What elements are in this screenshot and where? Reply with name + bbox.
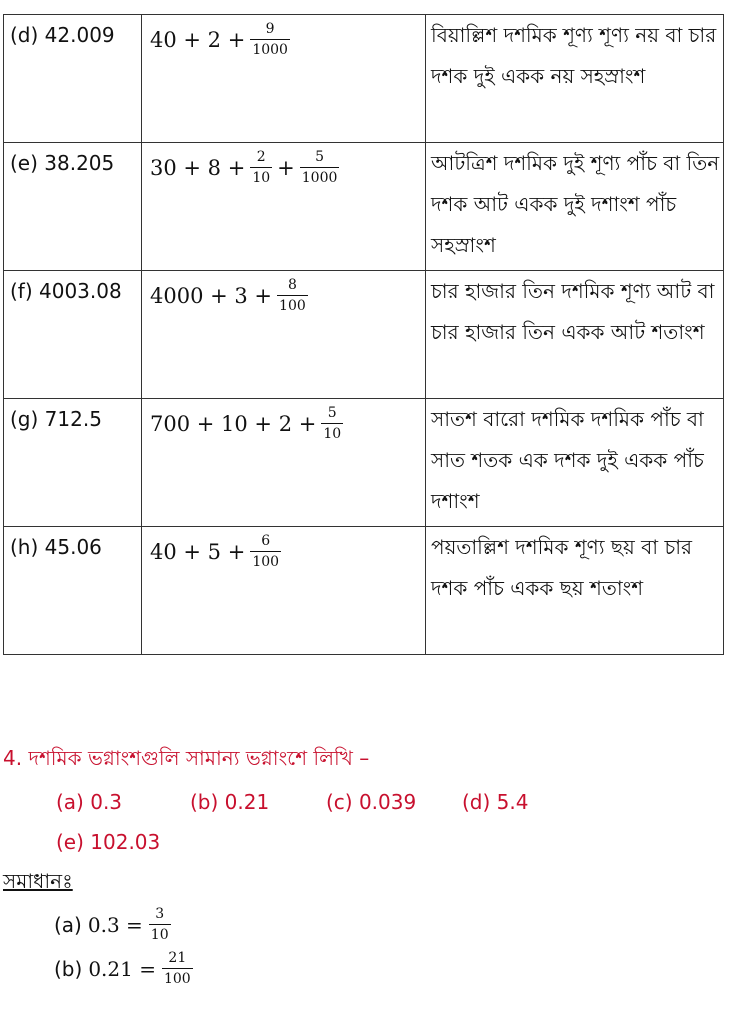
- fraction: $\frac{3}{10}$: [150, 906, 169, 943]
- decimal-number: (e) 38.205: [4, 143, 142, 271]
- answer-a: [54, 906, 171, 943]
- word-form: আটত্রিশ দশমিক দুই শূণ্য পাঁচ বা তিন দশক আট একক দুই দশাংশ পাঁচ সহস্রাংশ: [426, 143, 724, 271]
- expression-text: 700 + 10 + 2 +: [150, 411, 317, 436]
- expression-text: 30 + 8 +: [150, 155, 246, 180]
- word-form: চার হাজার তিন দশমিক শূণ্য আট বা চার হাজার তিন একক আট শতাংশ: [426, 271, 724, 399]
- fraction: $\frac{2}{10}$: [252, 149, 271, 186]
- answer-expression: 0.21 =: [88, 956, 156, 981]
- decimal-expansion-table: [3, 14, 724, 655]
- table-row: [4, 399, 724, 527]
- word-form: সাতশ বারো দশমিক দশমিক পাঁচ বা সাত শতক এক দশক দুই একক পাঁচ দশাংশ: [426, 399, 724, 527]
- decimal-number: (d) 42.009: [4, 15, 142, 143]
- word-form: পয়তাল্লিশ দশমিক শূণ্য ছয় বা চার দশক পাঁচ একক ছয় শতাংশ: [426, 527, 724, 655]
- expression-text: +: [277, 155, 295, 180]
- fraction: $\frac{9}{1000}$: [252, 21, 288, 58]
- expression-text: 40 + 2 +: [150, 27, 246, 52]
- answer-label: (b): [54, 956, 83, 981]
- expanded-form: [142, 15, 426, 143]
- table-row: [4, 15, 724, 143]
- fraction: $\frac{5}{10}$: [323, 405, 342, 442]
- expanded-form: [142, 399, 426, 527]
- option-b: (b) 0.21: [190, 790, 270, 814]
- option-e: (e) 102.03: [56, 830, 161, 854]
- decimal-number: (g) 712.5: [4, 399, 142, 527]
- fraction: $\frac{8}{100}$: [279, 277, 306, 314]
- expression-text: 4000 + 3 +: [150, 283, 273, 308]
- answer-expression: 0.3 =: [87, 912, 143, 937]
- fraction: $\frac{21}{100}$: [163, 950, 191, 987]
- solution-label: সমাধানঃ: [3, 869, 73, 893]
- word-form: বিয়াল্লিশ দশমিক শূণ্য শূণ্য নয় বা চার দশক দুই একক নয় সহস্রাংশ: [426, 15, 724, 143]
- fraction: $\frac{6}{100}$: [252, 533, 280, 570]
- expanded-form: [142, 143, 426, 271]
- expression-text: 40 + 5 +: [150, 539, 246, 564]
- option-c: (c) 0.039: [326, 790, 417, 814]
- table-row: [4, 271, 724, 399]
- option-a: (a) 0.3: [56, 790, 123, 814]
- expanded-form: [142, 271, 426, 399]
- decimal-number: (h) 45.06: [4, 527, 142, 655]
- answer-label: (a): [54, 912, 82, 937]
- table-row: [4, 527, 724, 655]
- table-row: [4, 143, 724, 271]
- expanded-form: [142, 527, 426, 655]
- question-heading: 4. দশমিক ভগ্নাংশগুলি সামান্য ভগ্নাংশে লিখি –: [3, 746, 370, 770]
- decimal-number: (f) 4003.08: [4, 271, 142, 399]
- option-d: (d) 5.4: [462, 790, 529, 814]
- fraction: $\frac{5}{1000}$: [301, 149, 338, 186]
- answer-b: [54, 950, 193, 987]
